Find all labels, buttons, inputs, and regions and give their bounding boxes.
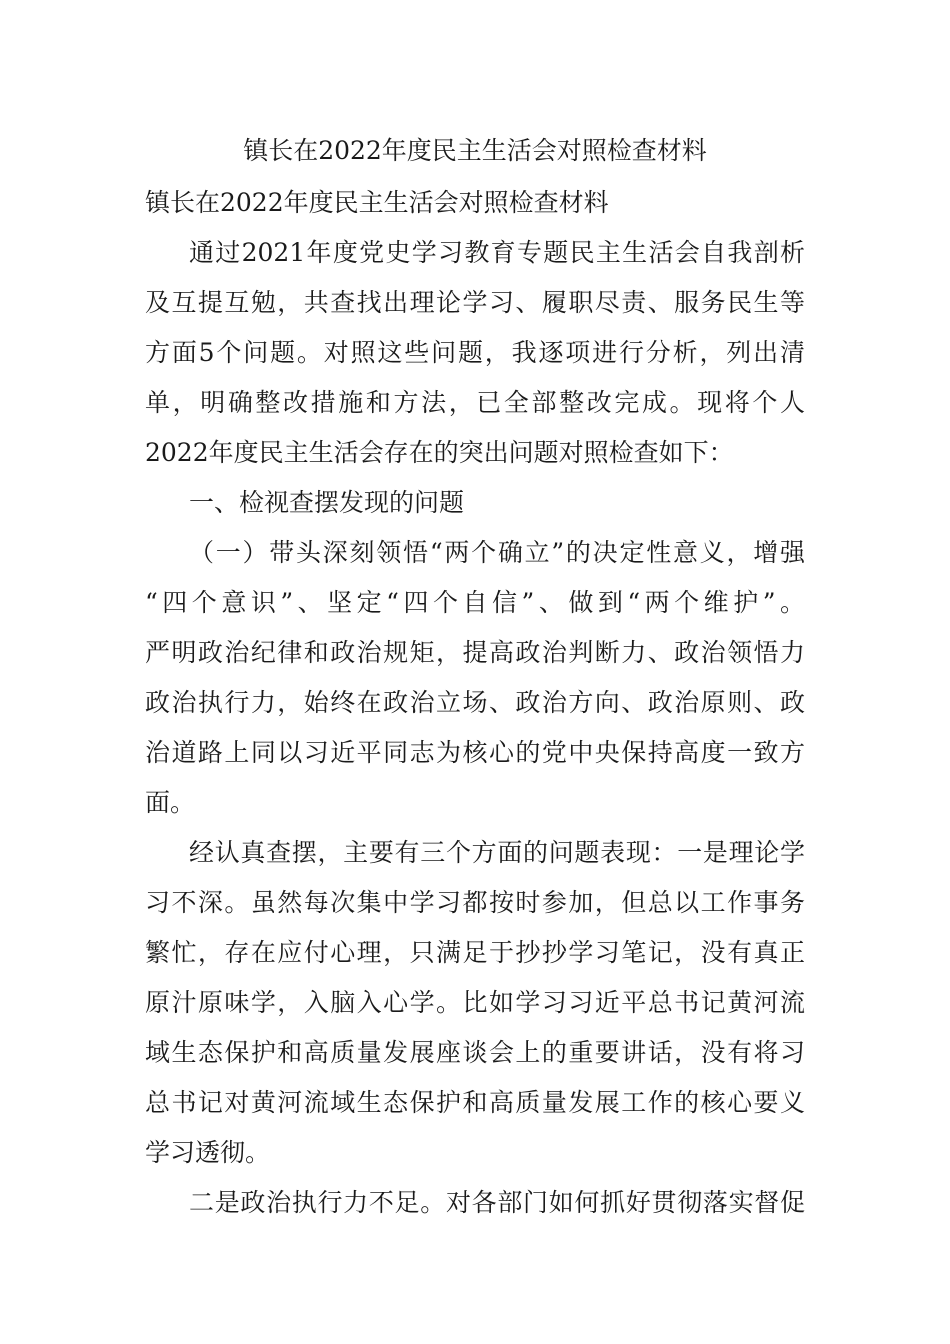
paragraph-line: 严明政治纪律和政治规矩，提高政治判断力、政治领悟力 bbox=[145, 638, 805, 667]
paragraph-line: 方面5个问题。对照这些问题，我逐项进行分析，列出清 bbox=[145, 338, 805, 367]
paragraph-line: 学习透彻。 bbox=[145, 1138, 271, 1167]
paragraph-line: 习不深。虽然每次集中学习都按时参加，但总以工作事务 bbox=[145, 888, 805, 917]
paragraph-line: 域生态保护和高质量发展座谈会上的重要讲话，没有将习 bbox=[145, 1038, 805, 1067]
paragraph-line: 及互提互勉，共查找出理论学习、履职尽责、服务民生等 bbox=[145, 288, 805, 317]
paragraph-line: 经认真查摆，主要有三个方面的问题表现：一是理论学 bbox=[189, 838, 805, 867]
paragraph-line: 治道路上同以习近平同志为核心的党中央保持高度一致方 bbox=[145, 738, 805, 767]
paragraph-line: “四个意识”、坚定“四个自信”、做到“两个维护”。 bbox=[145, 588, 805, 617]
paragraph-line: （一）带头深刻领悟“两个确立”的决定性意义，增强 bbox=[189, 538, 805, 567]
paragraph-line: 繁忙，存在应付心理，只满足于抄抄学习笔记，没有真正 bbox=[145, 938, 805, 967]
paragraph-line: 2022年度民主生活会存在的突出问题对照检查如下： bbox=[145, 438, 734, 467]
paragraph-line: 总书记对黄河流域生态保护和高质量发展工作的核心要义 bbox=[145, 1088, 805, 1117]
subtitle-line: 镇长在2022年度民主生活会对照检查材料 bbox=[145, 188, 609, 217]
paragraph-line: 面。 bbox=[145, 788, 196, 817]
paragraph-line: 原汁原味学，入脑入心学。比如学习习近平总书记黄河流 bbox=[145, 988, 805, 1017]
paragraph-line: 二是政治执行力不足。对各部门如何抓好贯彻落实督促 bbox=[189, 1188, 805, 1217]
section-heading: 一、检视查摆发现的问题 bbox=[189, 488, 465, 517]
document-title: 镇长在2022年度民主生活会对照检查材料 bbox=[243, 136, 707, 165]
paragraph-line: 政治执行力，始终在政治立场、政治方向、政治原则、政 bbox=[145, 688, 805, 717]
document-body bbox=[145, 178, 805, 1228]
paragraph-line: 通过2021年度党史学习教育专题民主生活会自我剖析 bbox=[189, 238, 805, 267]
paragraph-line: 单，明确整改措施和方法，已全部整改完成。现将个人 bbox=[145, 388, 805, 417]
